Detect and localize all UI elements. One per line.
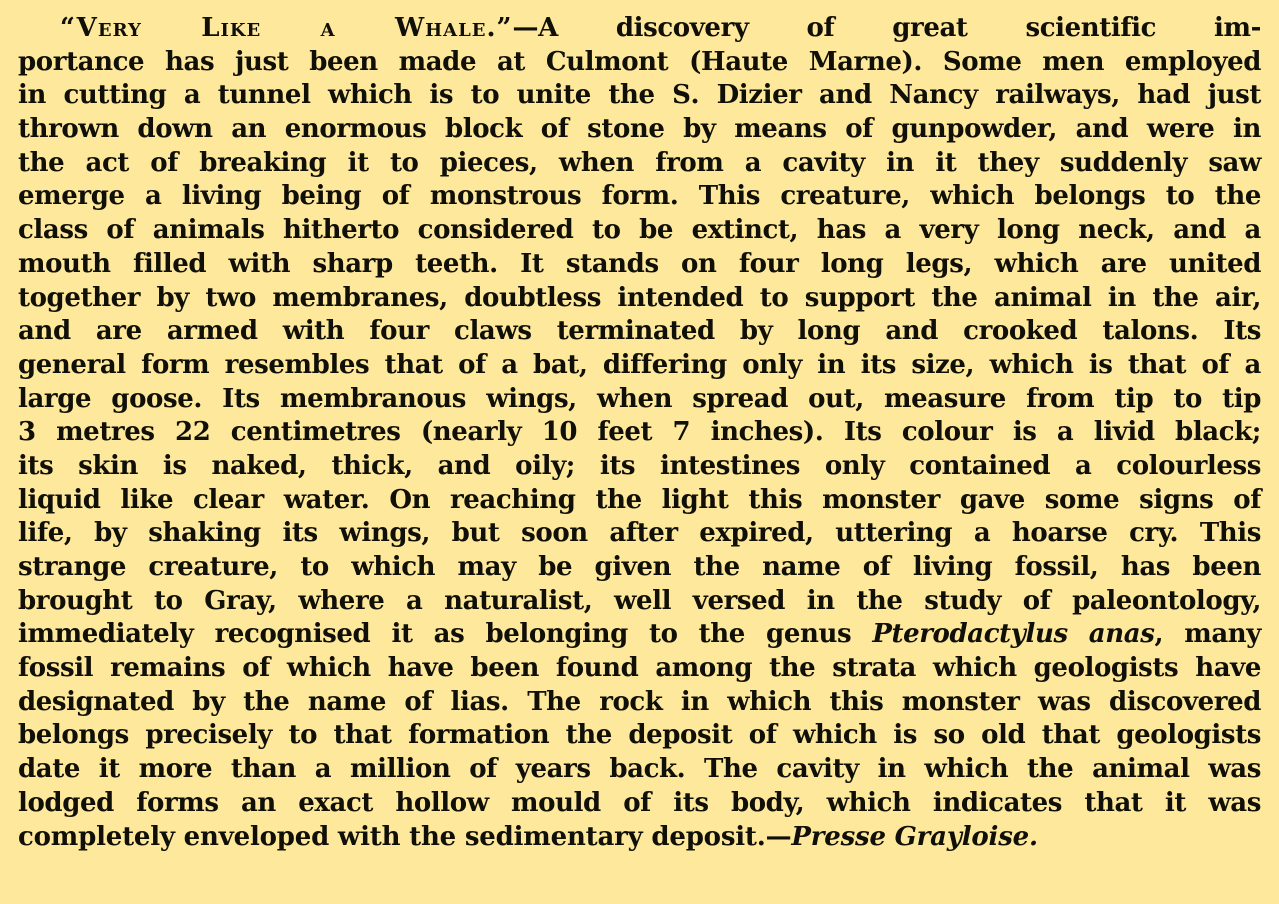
article-line: emerge a living being of monstrous form. This creature, which belongs to the <box>18 181 1261 212</box>
heading-continuation: —A discovery of great scientific im- <box>512 13 1261 43</box>
article-line: thrown down an enormous block of stone by means of gunpowder, and were in <box>18 114 1261 145</box>
article-first-line <box>18 12 1261 46</box>
genus-line-lead: immediately recognised it as belonging to the genus <box>18 619 873 650</box>
article-heading: “Very Like a Whale.” <box>60 13 513 43</box>
source-credit: Presse Grayloise. <box>791 821 1038 852</box>
article-line: large goose. Its membranous wings, when spread out, measure from tip to tip <box>18 383 1261 414</box>
article-line: lodged forms an exact hollow mould of its body, which indicates that it was <box>18 787 1261 818</box>
last-line-text: completely enveloped with the sedimentary deposit.— <box>18 821 792 852</box>
article-line: together by two membranes, doubtless intended to support the animal in the air, <box>18 282 1261 313</box>
genus-line <box>18 618 1261 652</box>
article-line: designated by the name of lias. The rock in which this monster was discovered <box>18 686 1261 717</box>
article-body <box>18 12 1261 854</box>
article-line: in cutting a tunnel which is to unite the S․ Dizier and Nancy railways, had just <box>18 80 1261 111</box>
article-line: date it more than a million of years back. The cavity in which the animal was <box>18 754 1261 785</box>
article-line: class of animals hitherto considered to be extinct, has a very long neck, and a <box>18 215 1261 246</box>
article-line: fossil remains of which have been found among the strata which geologists have <box>18 653 1261 684</box>
article-line: strange creature, to which may be given the name of living fossil, has been <box>18 552 1261 582</box>
article-line: and are armed with four claws terminated by long and crooked talons. Its <box>18 316 1261 347</box>
article-line: life, by shaking its wings, but soon after expired, uttering a hoarse cry. This <box>18 518 1261 549</box>
article-line: its skin is naked, thick, and oily; its intestines only contained a colourless <box>18 450 1261 481</box>
article-line: brought to Gray, where a naturalist, well versed in the study of paleontology, <box>18 585 1261 616</box>
article-line: liquid like clear water. On reaching the light this monster gave some signs of <box>18 484 1261 515</box>
genus-line-tail: , many <box>1154 619 1261 650</box>
article-last-line <box>18 821 1261 855</box>
article-line: belongs precisely to that formation the deposit of which is so old that geologists <box>18 720 1261 751</box>
article-line: general form resembles that of a bat, differing only in its size, which is that of a <box>18 349 1261 380</box>
article-line: the act of breaking it to pieces, when from a cavity in it they suddenly saw <box>18 147 1261 178</box>
article-line: 3 metres 22 centimetres (nearly 10 feet 7 inches). Its colour is a livid black; <box>18 417 1261 448</box>
genus-name: Pterodactylus anas <box>872 619 1155 650</box>
article-line: mouth filled with sharp teeth. It stands on four long legs, which are united <box>18 248 1261 279</box>
article-line: portance has just been made at Culmont (Haute Marne). Some men employed <box>18 46 1261 77</box>
